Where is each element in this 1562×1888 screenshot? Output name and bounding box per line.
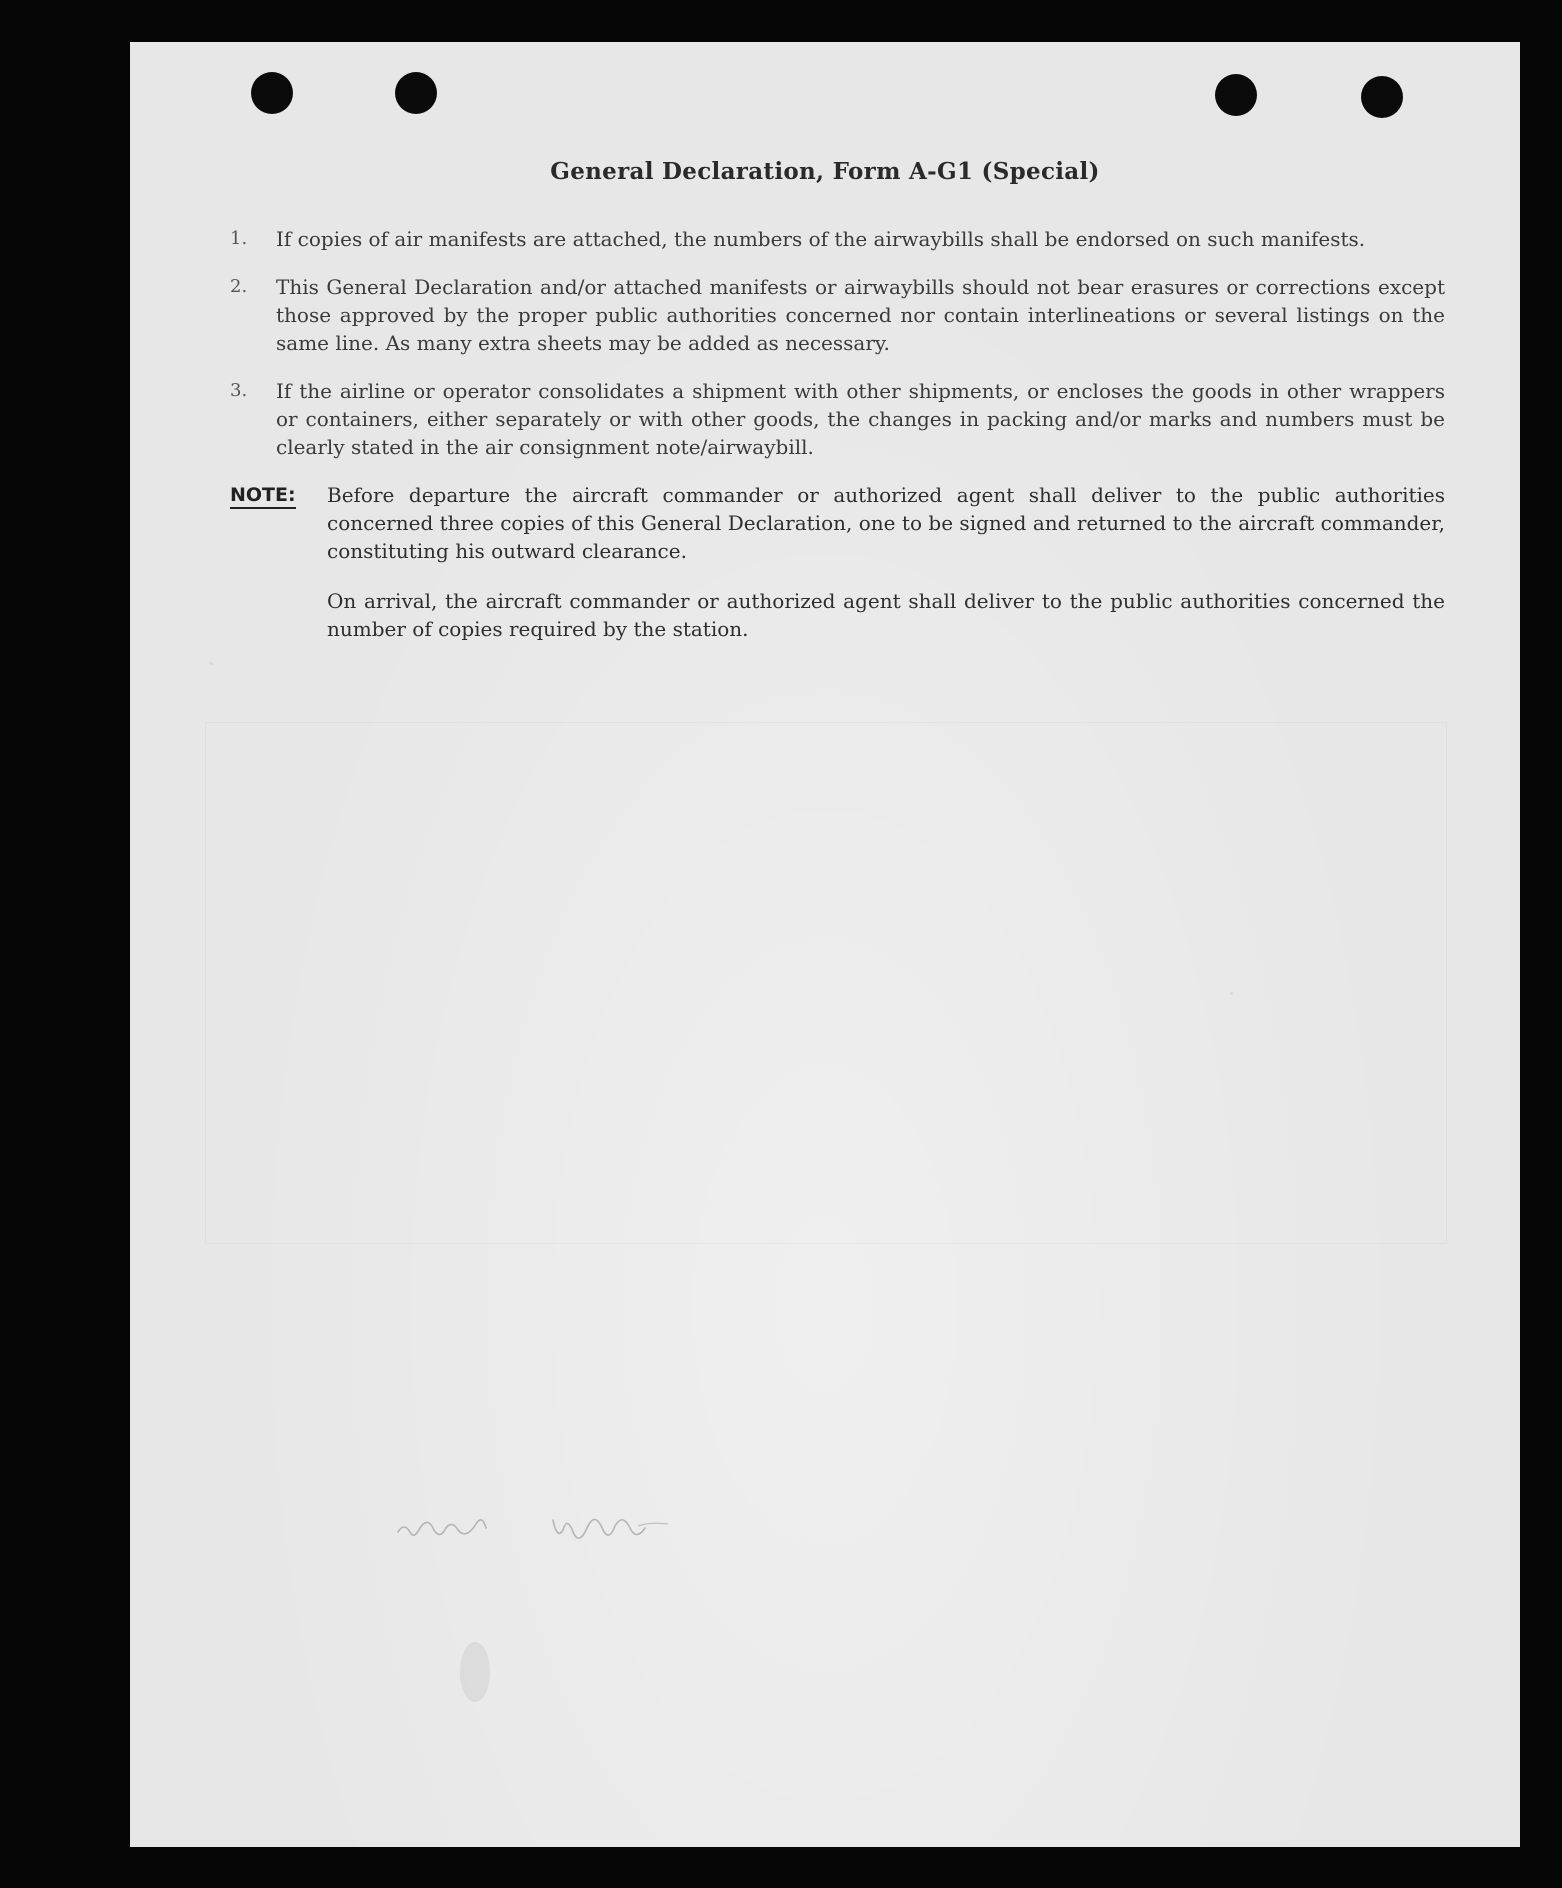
note-paragraph: On arrival, the aircraft commander or authorized agent shall deliver to the public authorities concerned the number of copies required by the station. [327, 589, 1445, 641]
item-text: This General Declaration and/or attached manifests or airwaybills should not bear erasures or corrections except those approved by the proper public authorities concerned nor contain interlineations or several listings on the same line. As many extra sheets may be added as necessary. [276, 275, 1445, 355]
ink-smudge [460, 1642, 490, 1702]
handwritten-signature [388, 1490, 728, 1560]
list-item [230, 377, 1445, 461]
list-item [230, 225, 1445, 253]
item-text: If copies of air manifests are attached, the numbers of the airwaybills shall be endorsed on such manifests. [276, 227, 1366, 251]
item-number: 3. [230, 380, 248, 401]
punch-hole [395, 72, 437, 114]
punch-hole [1215, 74, 1257, 116]
item-number: 1. [230, 228, 248, 249]
note-paragraph: Before departure the aircraft commander or authorized agent shall deliver to the public authorities concerned three copies of this General Declaration, one to be signed and returned to the aircraft commander, constituting his outward clearance. [327, 483, 1445, 563]
note-label [230, 481, 327, 665]
paper-speck [1230, 992, 1233, 995]
document-page [130, 42, 1520, 1847]
instructions-list [230, 225, 1445, 665]
note-label-text: NOTE: [230, 484, 296, 509]
page-title: General Declaration, Form A-G1 (Special) [550, 158, 1100, 185]
note-body [327, 481, 1445, 665]
item-number: 2. [230, 276, 248, 297]
list-item [230, 273, 1445, 357]
item-text: If the airline or operator consolidates a shipment with other shipments, or encloses the goods in other wrappers or containers, either separately or with other goods, the changes in packing and/or marks and numbers must be clearly stated in the air consignment note/airwaybill. [276, 379, 1445, 459]
punch-hole [1361, 76, 1403, 118]
bleed-through-area [205, 722, 1447, 1244]
punch-hole [251, 72, 293, 114]
note-section [230, 481, 1445, 665]
paper-speck [210, 662, 213, 665]
